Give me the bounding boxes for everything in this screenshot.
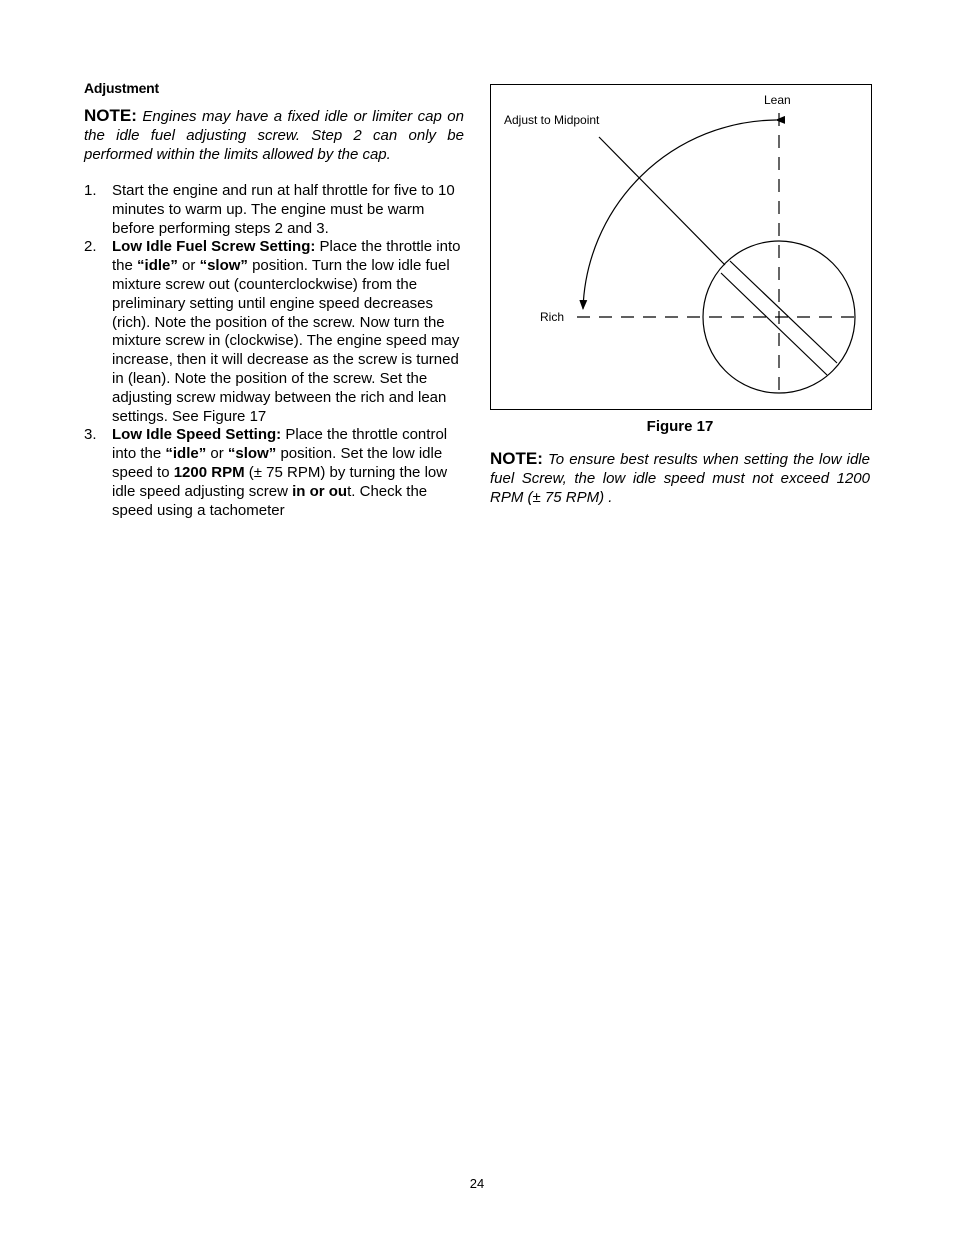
step-title: Low Idle Speed Setting: — [112, 426, 282, 444]
label-lean: Lean — [764, 93, 791, 107]
step-text: position. Set the low idle speed to — [112, 445, 443, 481]
step-title: Low Idle Fuel Screw Setting: — [112, 238, 316, 256]
step-number: 3. — [84, 426, 97, 444]
figure-17 — [490, 84, 872, 410]
step-text: or — [210, 445, 224, 463]
figure-caption: Figure 17 — [646, 418, 714, 435]
step-text: Place the throttle control into the — [112, 426, 448, 463]
step-text: or — [182, 257, 196, 275]
in-or-out: in or ou — [292, 482, 348, 500]
label-rich: Rich — [540, 310, 565, 324]
step-number: 1. — [84, 182, 97, 199]
step-text: position. Turn the low idle fuel mixture screw out (counterclockwise) from the preliminary setting until engine speed decreases (rich). Note the position of the screw. Now turn the mixture screw in (clockwise). The engine speed may increase, then it will decrease as the screw is turned in (lean). Note the position of the screw. Set the adjusting screw midway between the rich and lean settings. See Figure 17 — [112, 257, 460, 425]
label-adjust-midpoint: Adjust to Midpoint — [504, 113, 600, 127]
note-rpm-limit — [490, 449, 870, 507]
note-label: NOTE: — [490, 449, 543, 468]
screw-slot-edge — [721, 273, 827, 375]
step-text: t. Check the speed using a tachometer — [112, 482, 428, 519]
right-column — [490, 84, 872, 525]
step-text: Place the throttle into the — [112, 238, 461, 275]
arc-arrow-lean-to-rich — [583, 120, 776, 309]
mixture-screw-diagram — [491, 85, 871, 409]
page-number: 24 — [469, 1176, 485, 1191]
note-label: NOTE: — [84, 106, 137, 125]
quoted-slow: “slow” — [227, 445, 277, 463]
step-text: Start the engine and run at half throttle for five to 10 minutes to warm up. The engine must be warm before performing steps 2 and 3. — [112, 182, 455, 237]
quoted-slow: “slow” — [199, 257, 248, 275]
note-text: Engines may have a fixed idle or limiter cap on the idle fuel adjusting screw. Step 2 can only be performed within the limits allowed by the cap. — [84, 108, 464, 163]
quoted-idle: “idle” — [137, 257, 178, 275]
step-text: (± 75 RPM) by turning the low idle speed adjusting screw — [112, 463, 448, 500]
section-heading: Adjustment — [84, 80, 160, 96]
note-limiter-cap — [84, 106, 464, 164]
rpm-value: 1200 RPM — [173, 463, 245, 481]
list-item — [84, 182, 464, 238]
midpoint-pointer-line — [599, 137, 725, 265]
quoted-idle: “idle” — [165, 445, 207, 463]
note-text: To ensure best results when setting the low idle fuel Screw, the low idle speed must not exceed 1200 RPM (± 75 RPM) . — [490, 451, 870, 506]
list-item — [84, 238, 464, 426]
step-number: 2. — [84, 238, 97, 256]
steps-list — [84, 182, 464, 520]
list-item — [84, 426, 464, 520]
screw-slot-edge — [730, 261, 837, 363]
left-column — [84, 80, 464, 520]
